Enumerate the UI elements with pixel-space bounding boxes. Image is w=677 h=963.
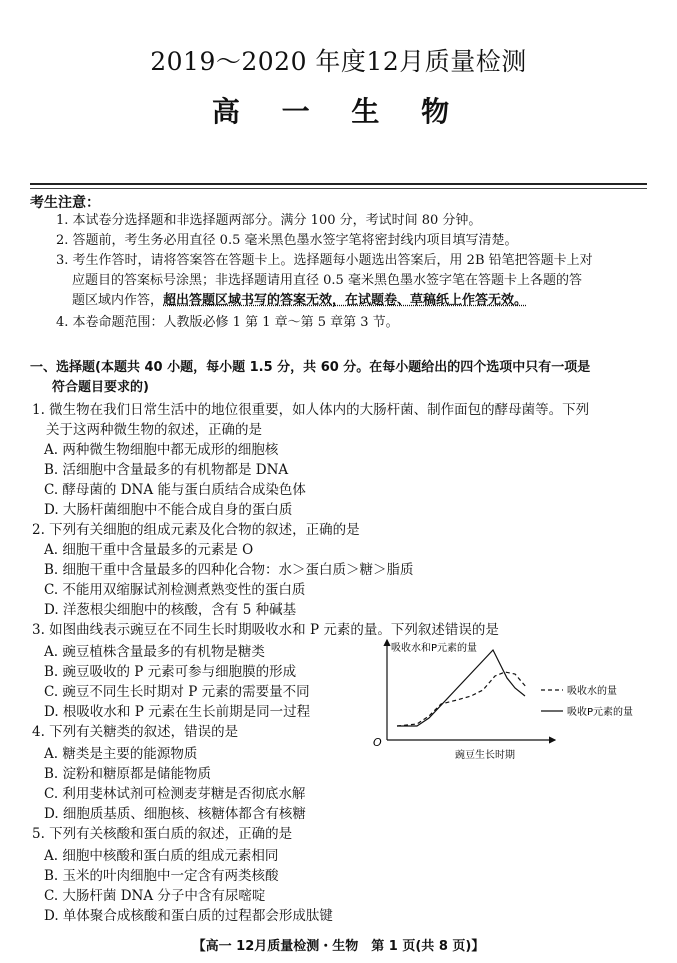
notice-item: 应题目的答案标号涂黑；非选择题请用直径 0.5 毫米黑色墨水签字笔在答题卡上各题的答: [72, 273, 582, 288]
option: D. 大肠杆菌细胞中不能合成自身的蛋白质: [44, 502, 293, 518]
divider: [30, 183, 647, 185]
question-stem: 1. 微生物在我们日常生活中的地位很重要，如人体内的大肠杆菌、制作面包的酵母菌等。下列: [32, 402, 590, 418]
question-stem: 3. 如图曲线表示豌豆在不同生长时期吸收水和 P 元素的量。下列叙述错误的是: [32, 622, 499, 638]
option: B. 活细胞中含量最多的有机物都是 DNA: [44, 462, 289, 478]
option: A. 细胞中核酸和蛋白质的组成元素相同: [44, 848, 279, 864]
option: C. 利用斐林试剂可检测麦芽糖是否彻底水解: [44, 786, 306, 802]
legend-p-label: 吸收P元素的量: [567, 707, 634, 718]
exam-title: 2019～2020 年度12月质量检测: [150, 47, 527, 76]
section-heading: 一、选择题(本题共 40 小题，每小题 1.5 分，共 60 分。在每小题给出的四个选项中只有一项是: [30, 360, 591, 375]
option: B. 豌豆吸收的 P 元素可参与细胞膜的形成: [44, 664, 297, 680]
option: C. 大肠杆菌 DNA 分子中含有尿嘧啶: [44, 888, 266, 904]
question-stem: 关于这两种微生物的叙述，正确的是: [46, 422, 262, 438]
notice-emphasis: 超出答题区域书写的答案无效，在试题卷、草稿纸上作答无效。: [163, 293, 528, 308]
option: C. 豌豆不同生长时期对 P 元素的需要量不同: [44, 684, 310, 700]
notice-heading: 考生注意：: [30, 195, 100, 211]
question-stem: 5. 下列有关核酸和蛋白质的叙述，正确的是: [32, 826, 293, 842]
divider: [30, 188, 647, 189]
option: A. 两种微生物细胞中都无成形的细胞核: [44, 442, 279, 458]
section-heading: 符合题目要求的): [52, 380, 149, 395]
option: B. 淀粉和糖原都是储能物质: [44, 766, 212, 782]
question-stem: 4. 下列有关糖类的叙述，错误的是: [32, 724, 239, 740]
x-axis-label: 豌豆生长时期: [455, 750, 515, 761]
option: D. 细胞质基质、细胞核、核糖体都含有核糖: [44, 806, 306, 822]
option: C. 不能用双缩脲试剂检测煮熟变性的蛋白质: [44, 582, 306, 598]
notice-item: 题区域内作答，超出答题区域书写的答案无效，在试题卷、草稿纸上作答无效。: [72, 293, 528, 308]
page-footer: 【高一 12月质量检测・生物 第 1 页(共 8 页)】: [192, 939, 485, 954]
option: A. 糖类是主要的能源物质: [44, 746, 198, 762]
water-curve: [397, 672, 527, 726]
notice-item: 3. 考生作答时，请将答案答在答题卡上。选择题每小题选出答案后，用 2B 铅笔把答题卡上对: [56, 253, 593, 268]
option: A. 豌豆植株含量最多的有机物是糖类: [44, 644, 265, 660]
option: C. 酵母菌的 DNA 能与蛋白质结合成染色体: [44, 482, 306, 498]
subject-title: 高 一 生 物: [211, 95, 466, 128]
option: D. 单体聚合成核酸和蛋白质的过程都会形成肽键: [44, 908, 333, 924]
origin-label: O: [373, 736, 382, 749]
legend-water-label: 吸收水的量: [567, 686, 617, 697]
question-stem: 2. 下列有关细胞的组成元素及化合物的叙述，正确的是: [32, 522, 360, 538]
q3-figure: [365, 636, 655, 761]
option: D. 洋葱根尖细胞中的核酸，含有 5 种碱基: [44, 602, 297, 618]
option: D. 根吸收水和 P 元素在生长前期是同一过程: [44, 704, 311, 720]
option: B. 细胞干重中含量最多的四种化合物：水＞蛋白质＞糖＞脂质: [44, 562, 414, 578]
option: A. 细胞干重中含量最多的元素是 O: [44, 542, 254, 558]
y-axis-label: 吸收水和P元素的量: [391, 643, 478, 654]
p-curve: [397, 650, 525, 726]
notice-item: 2. 答题前，考生务必用直径 0.5 毫米黑色墨水签字笔将密封线内项目填写清楚。: [56, 233, 518, 248]
notice-item: 4. 本卷命题范围：人教版必修 1 第 1 章～第 5 章第 3 节。: [56, 315, 399, 330]
notice-item: 1. 本试卷分选择题和非选择题两部分。满分 100 分，考试时间 80 分钟。: [56, 213, 482, 228]
option: B. 玉米的叶肉细胞中一定含有两类核酸: [44, 868, 279, 884]
